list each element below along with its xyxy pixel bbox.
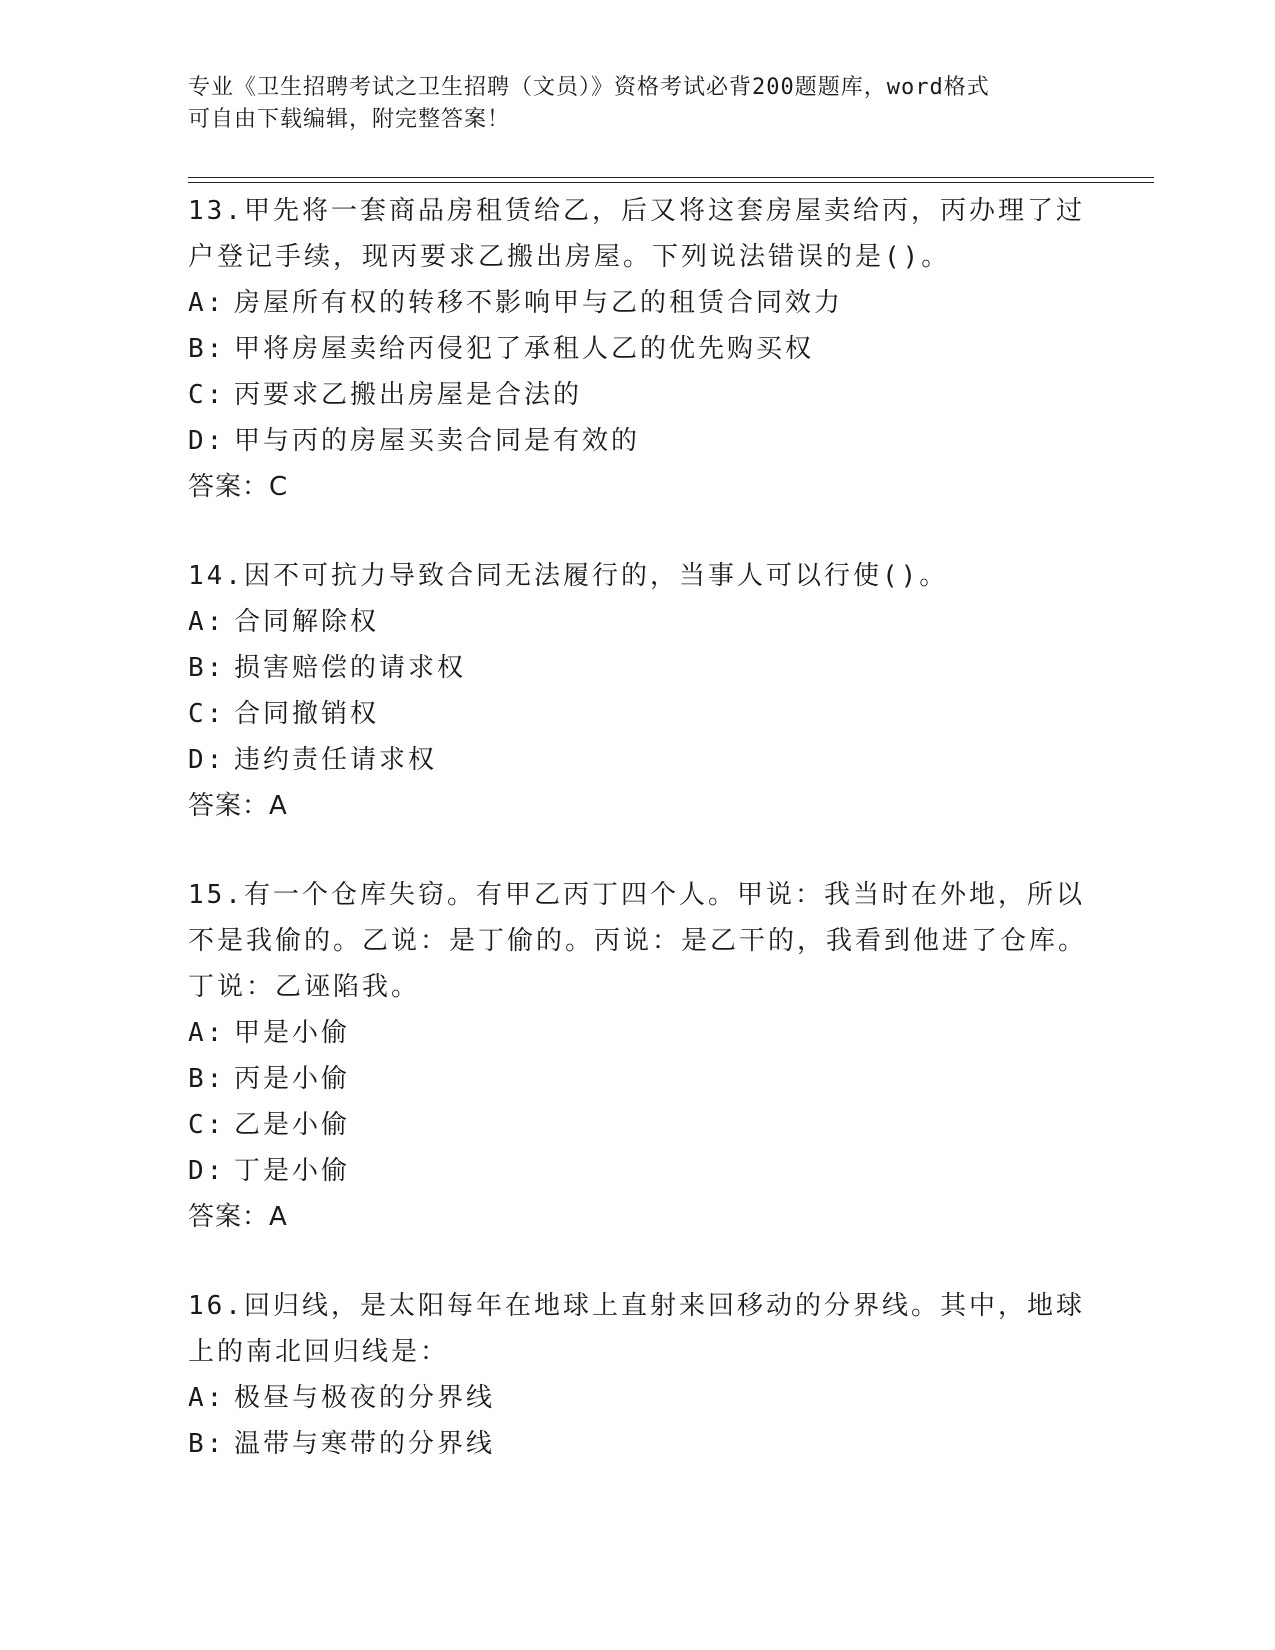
- option-letter: C:: [188, 699, 226, 729]
- option-letter: B:: [188, 1064, 226, 1094]
- option-letter: C:: [188, 380, 226, 410]
- header-line-1: 专业《卫生招聘考试之卫生招聘（文员）》资格考试必背200题题库，word格式: [188, 75, 990, 100]
- option-c: [188, 691, 1088, 737]
- option-text: 损害赔偿的请求权: [234, 653, 467, 683]
- option-text: 丙要求乙搬出房屋是合法的: [234, 380, 583, 410]
- option-text: 甲是小偷: [234, 1018, 351, 1048]
- option-text: 丁是小偷: [234, 1156, 351, 1186]
- question-text: 15.有一个仓库失窃。有甲乙丙丁四个人。甲说：我当时在外地，所以不是我偷的。乙说：是丁偷的。丙说：是乙干的，我看到他进了仓库。丁说：乙诬陷我。: [188, 880, 1088, 1002]
- option-text: 丙是小偷: [234, 1064, 351, 1094]
- option-letter: A:: [188, 1383, 226, 1413]
- option-letter: C:: [188, 1110, 226, 1140]
- header-divider-bottom: [188, 182, 1154, 183]
- option-text: 极昼与极夜的分界线: [234, 1383, 496, 1413]
- option-letter: B:: [188, 334, 226, 364]
- option-a: [188, 280, 1088, 326]
- question-14: [188, 553, 1088, 829]
- question-15: [188, 872, 1088, 1240]
- option-d: [188, 418, 1088, 464]
- option-letter: A:: [188, 288, 226, 318]
- option-c: [188, 1102, 1088, 1148]
- option-b: [188, 1421, 1088, 1467]
- option-letter: A:: [188, 1018, 226, 1048]
- header-divider-top: [188, 177, 1154, 178]
- option-letter: D:: [188, 745, 226, 775]
- option-letter: A:: [188, 607, 226, 637]
- answer-line: 答案：A: [188, 1202, 288, 1232]
- option-text: 合同解除权: [234, 607, 380, 637]
- option-d: [188, 737, 1088, 783]
- option-a: [188, 1375, 1088, 1421]
- question-16: [188, 1283, 1088, 1467]
- option-text: 甲与丙的房屋买卖合同是有效的: [234, 426, 641, 456]
- option-b: [188, 326, 1088, 372]
- header-line-2: 可自由下载编辑，附完整答案！: [188, 107, 511, 132]
- document-header: [188, 72, 1068, 136]
- option-d: [188, 1148, 1088, 1194]
- option-text: 温带与寒带的分界线: [234, 1429, 496, 1459]
- option-letter: B:: [188, 1429, 226, 1459]
- option-letter: D:: [188, 426, 226, 456]
- option-b: [188, 1056, 1088, 1102]
- question-text: 16.回归线，是太阳每年在地球上直射来回移动的分界线。其中，地球上的南北回归线是：: [188, 1291, 1085, 1367]
- option-letter: B:: [188, 653, 226, 683]
- question-text: 13.甲先将一套商品房租赁给乙，后又将这套房屋卖给丙，丙办理了过户登记手续，现丙要求乙搬出房屋。下列说法错误的是()。: [188, 196, 1085, 272]
- option-text: 合同撤销权: [234, 699, 380, 729]
- option-b: [188, 645, 1088, 691]
- answer-line: 答案：A: [188, 791, 288, 821]
- option-a: [188, 1010, 1088, 1056]
- question-text: 14.因不可抗力导致合同无法履行的，当事人可以行使()。: [188, 561, 949, 591]
- option-text: 乙是小偷: [234, 1110, 351, 1140]
- question-13: [188, 188, 1088, 510]
- option-text: 房屋所有权的转移不影响甲与乙的租赁合同效力: [234, 288, 844, 318]
- option-c: [188, 372, 1088, 418]
- option-letter: D:: [188, 1156, 226, 1186]
- option-a: [188, 599, 1088, 645]
- answer-line: 答案：C: [188, 472, 289, 502]
- option-text: 甲将房屋卖给丙侵犯了承租人乙的优先购买权: [234, 334, 815, 364]
- option-text: 违约责任请求权: [234, 745, 438, 775]
